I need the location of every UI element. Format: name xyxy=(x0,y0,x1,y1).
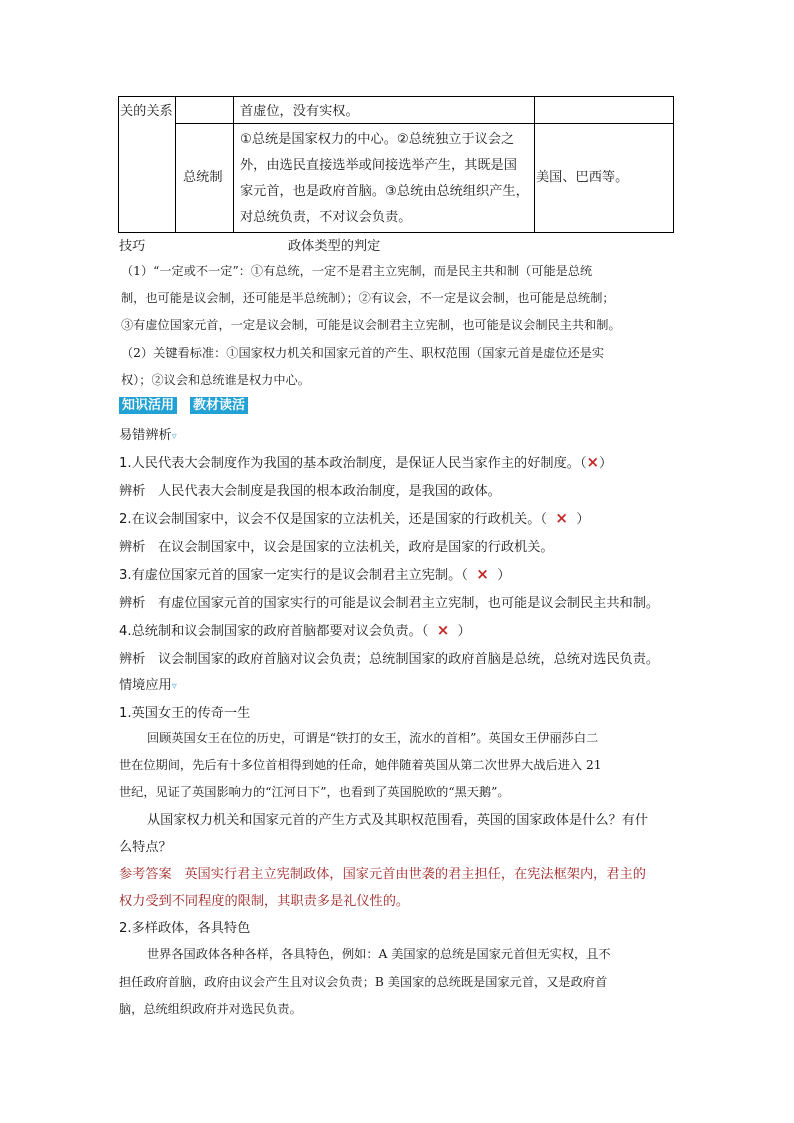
wrong-mark-icon: × xyxy=(476,565,489,583)
tips-line: （2）关键看标准：①国家权力机关和国家元首的产生、职权范围（国家元首是虚位还是实 xyxy=(121,346,605,360)
table-border-left xyxy=(118,96,119,233)
table-border-bottom xyxy=(118,232,674,233)
analysis-item: 辨析 在议会制国家中，议会是国家的立法机关，政府是国家的行政机关。 xyxy=(119,540,554,555)
section-title: 情境应用▿ xyxy=(119,678,177,693)
case-material-line: 回顾英国女王在位的历史，可谓是“铁打的女王，流水的首相”。英国女王伊丽莎白二 xyxy=(147,731,599,745)
reference-answer: 参考答案 英国实行君主立宪制政体，国家元首由世袭的君主担任，在宪法框架内，君主的 xyxy=(119,867,646,882)
table-cell-content: ①总统是国家权力的中心。②总统独立于议会之 外，由选民直接选举或间接选举产生，其既是国 家元首，也是政府首脑。③总统由总统组织产生， 对总统负责，不对议会负责。 xyxy=(240,132,529,225)
tips-line: 制，也可能是议会制，还可能是半总统制）；②有议会，不一定是议会制，也可能是总统制； xyxy=(121,291,615,305)
section-title: 易错辨析▿ xyxy=(119,428,177,443)
case-material-line: 担任政府首脑，政府由议会产生且对议会负责；B 美国家的总统既是国家元首，又是政府首 xyxy=(119,975,608,989)
case-material-line: 世界各国政体各种各样，各具特色，例如：A 美国家的总统是国家元首但无实权，且不 xyxy=(147,947,611,961)
case-material-line: 脑，总统组织政府并对选民负责。 xyxy=(119,1002,302,1016)
reference-answer-line: 权力受到不同程度的限制，其职责多是礼仪性的。 xyxy=(119,894,410,909)
table-row-label: 关的关系 xyxy=(120,104,173,119)
wave-icon: ▿ xyxy=(171,431,177,442)
section-tag-knowledge: 知识活用 xyxy=(119,397,177,414)
case-material-line: 世纪，见证了英国影响力的“江河日下”，也看到了英国脱欧的“黑天鹅”。 xyxy=(119,785,510,799)
wrong-mark-icon: × xyxy=(555,509,568,527)
wrong-mark-icon: × xyxy=(436,621,450,639)
question-item: 2.在议会制国家中，议会不仅是国家的立法机关，还是国家的行政机关。（ × ） xyxy=(119,509,590,527)
case-question-line: 么特点？ xyxy=(119,840,172,855)
wrong-mark-icon: × xyxy=(586,453,600,471)
table-col-divider-2 xyxy=(233,96,234,233)
tips-line: ③有虚位国家元首，一定是议会制，可能是议会制君主立宪制，也可能是议会制民主共和制。 xyxy=(121,318,621,332)
question-item: 1.人民代表大会制度作为我国的基本政治制度，是保证人民当家作主的好制度。（×） xyxy=(119,453,613,471)
table-border-top xyxy=(118,96,674,97)
analysis-item: 辨析 议会制国家的政府首脑对议会负责；总统制国家的政府首脑是总统，总统对选民负责。 xyxy=(119,652,660,667)
question-item: 4.总统制和议会制国家的政府首脑都要对议会负责。（ × ） xyxy=(119,621,471,639)
table-col-divider-3 xyxy=(534,96,535,233)
table-cell-content: 首虚位，没有实权。 xyxy=(240,104,359,119)
section-tag-textbook: 教材读活 xyxy=(190,397,248,414)
table-cell-examples: 美国、巴西等。 xyxy=(536,170,629,185)
tips-label: 技巧 xyxy=(119,239,146,254)
wave-icon: ▿ xyxy=(171,681,177,692)
case-question-line: 从国家权力机关和国家元首的产生方式及其职权范围看，英国的国家政体是什么？有什 xyxy=(147,813,649,828)
case-title: 2.多样政体，各具特色 xyxy=(119,921,251,936)
tips-line: （1）“一定或不一定”：①有总统，一定不是君主立宪制，而是民主共和制（可能是总统 xyxy=(121,264,593,278)
case-title: 1.英国女王的传奇一生 xyxy=(119,706,251,721)
tips-title: 政体类型的判定 xyxy=(288,239,381,254)
case-material-line: 世在位期间，先后有十多位首相得到她的任命，她伴随着英国从第二次世界大战后进入 21 xyxy=(119,758,602,772)
analysis-item: 辨析 有虚位国家元首的国家实行的可能是议会制君主立宪制，也可能是议会制民主共和制。 xyxy=(119,596,660,611)
table-col-divider-1 xyxy=(175,96,176,233)
tips-line: 权）；②议会和总统谁是权力中心。 xyxy=(121,373,310,387)
table-row-divider xyxy=(175,123,674,124)
analysis-item: 辨析 人民代表大会制度是我国的根本政治制度，是我国的政体。 xyxy=(119,484,501,499)
table-border-right xyxy=(673,96,674,233)
question-item: 3.有虚位国家元首的国家一定实行的是议会制君主立宪制。（ × ） xyxy=(119,565,511,583)
table-cell-type: 总统制 xyxy=(183,170,223,185)
